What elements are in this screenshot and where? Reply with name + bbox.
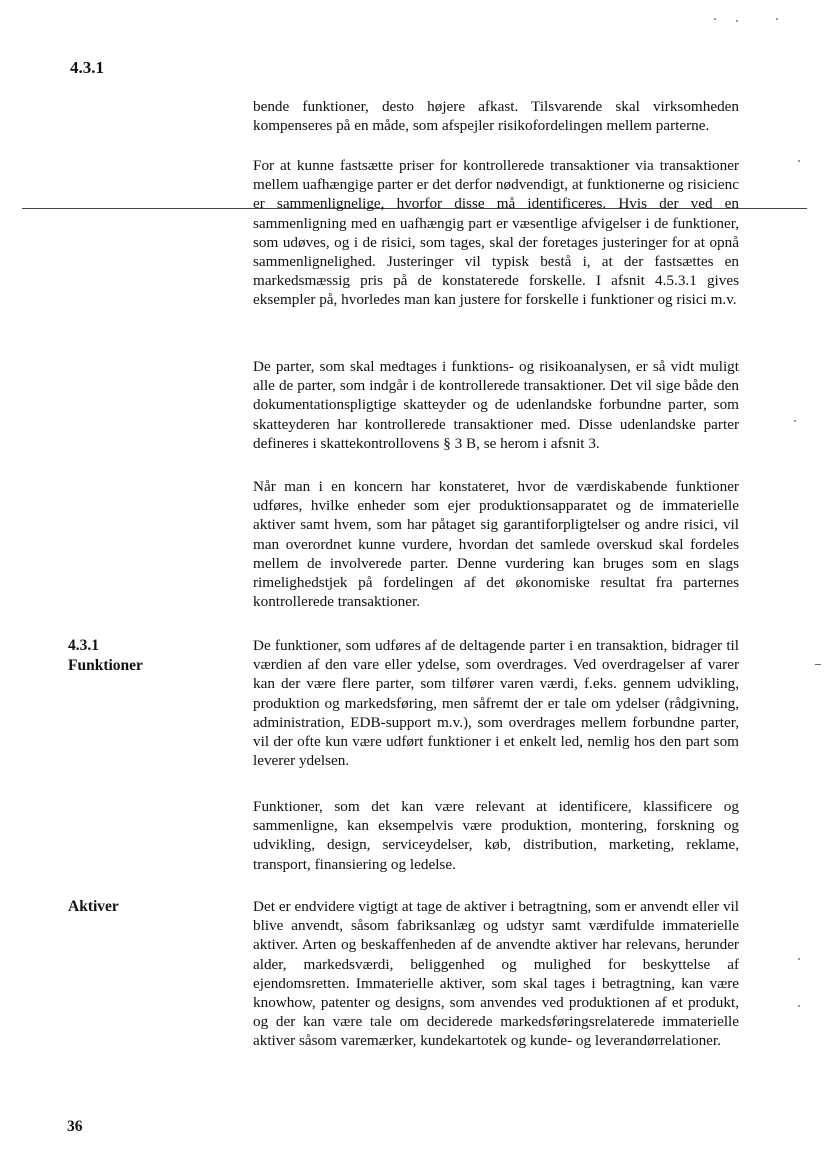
scan-speck — [714, 18, 716, 20]
scan-speck — [798, 160, 800, 162]
scan-speck — [798, 958, 800, 960]
paragraph-5: De funktioner, som udføres af de deltagende parter i en transaktion, bidrager til værdien af den vare eller ydelse, som overdrages. Ved overdragelser af varer kan der være flere parter, som tilfører varen værdi, f.eks. gennem udvikling, produktion og markedsføring, men såfremt der er tale om ydelser (rådgivning, administration, EDB-support m.v.), som overdrages mellem forbundne parter, vil der ofte kun være udført funktioner i et enkelt led, nemlig hos den part som leverer ydelsen. — [253, 637, 739, 770]
page-number: 36 — [67, 1118, 83, 1135]
scan-speck — [798, 1005, 800, 1007]
margin-heading-funktioner — [68, 636, 143, 676]
paragraph-6: Funktioner, som det kan være relevant at identificere, klassificere og sammenligne, kan eksempelvis være produktion, montering, forskning og udvikling, design, serviceydelser, køb, distribution, marketing, reklame, transport, finansiering og ledelse. — [253, 798, 739, 873]
paragraph-2: For at kunne fastsætte priser for kontrollerede transaktioner via transaktioner mellem uafhængige parter er det derfor nødvendigt, at funktionerne og risicienc er sammenlignelige, hvorfor disse må identificeres. Hvis der ved en sammenligning med en uafhængig part er væsentlige afvigelser i de funktioner, som udøves, og i de risici, som tages, skal der foretages justeringer for at opnå sammenlignelighed. Justeringer vil typisk bestå i, at der fastsættes en markedsmæssig pris på de konstaterede forskelle. I afsnit 4.5.3.1 gives eksempler på, hvorledes man kan justere for forskelle i funktioner og risici m.v. — [253, 157, 739, 309]
margin-heading-number: 4.3.1 — [68, 637, 99, 654]
margin-heading-title: Funktioner — [68, 657, 143, 674]
scan-edge-mark — [815, 664, 821, 665]
margin-heading-aktiver: Aktiver — [68, 898, 119, 915]
paragraph-7: Det er endvidere vigtigt at tage de aktiver i betragtning, som er anvendt eller vil blive anvendt, såsom fabriksanlæg og udstyr samt værdifulde immaterielle aktiver. Arten og beskaffenheden af de anvendte aktiver har relevans, herunder alder, markedsværdi, beliggenhed og mulighed for beskyttelse af ejendomsretten. Immaterielle aktiver, som skal tages i betragtning, kan være knowhow, patenter og designs, som anvendes ved produktionen af et produkt, og der kan være tale om deciderede markedsføringsrelaterede immaterielle aktiver såsom varemærker, kundekartotek og kunde- og leverandørrelationer. — [253, 898, 739, 1050]
scan-speck — [736, 20, 738, 22]
paragraph-4: Når man i en koncern har konstateret, hvor de værdiskabende funktioner udføres, hvilke enheder som ejer produktionsapparatet og de immaterielle aktiver samt hvem, som har påtaget sig garantiforpligtelser og andre risici, vil man overordnet kunne vurdere, hvordan det samlede overskud skal fordeles mellem de involverede parter. Denne vurdering kan bruges som en slags rimelighedstjek på fordelingen af det økonomiske resultat fra parternes kontrollerede transaktioner. — [253, 478, 739, 611]
scan-speck — [776, 18, 778, 20]
paragraph-3: De parter, som skal medtages i funktions- og risikoanalysen, er så vidt muligt alle de parter, som indgår i de kontrollerede transaktioner. Det vil sige både den dokumentationspligtige skatteyder og de udenlandske forbundne parter, som skatteyderen har kontrollerede transaktioner med. Disse udenlandske parter defineres i skattekontrollovens § 3 B, se herom i afsnit 3. — [253, 358, 739, 452]
section-header-number: 4.3.1 — [70, 58, 104, 77]
paragraph-1: bende funktioner, desto højere afkast. Tilsvarende skal virksomheden kompenseres på en måde, som afspejler risikofordelingen mellem parterne. — [253, 98, 739, 135]
scan-speck — [794, 420, 796, 422]
